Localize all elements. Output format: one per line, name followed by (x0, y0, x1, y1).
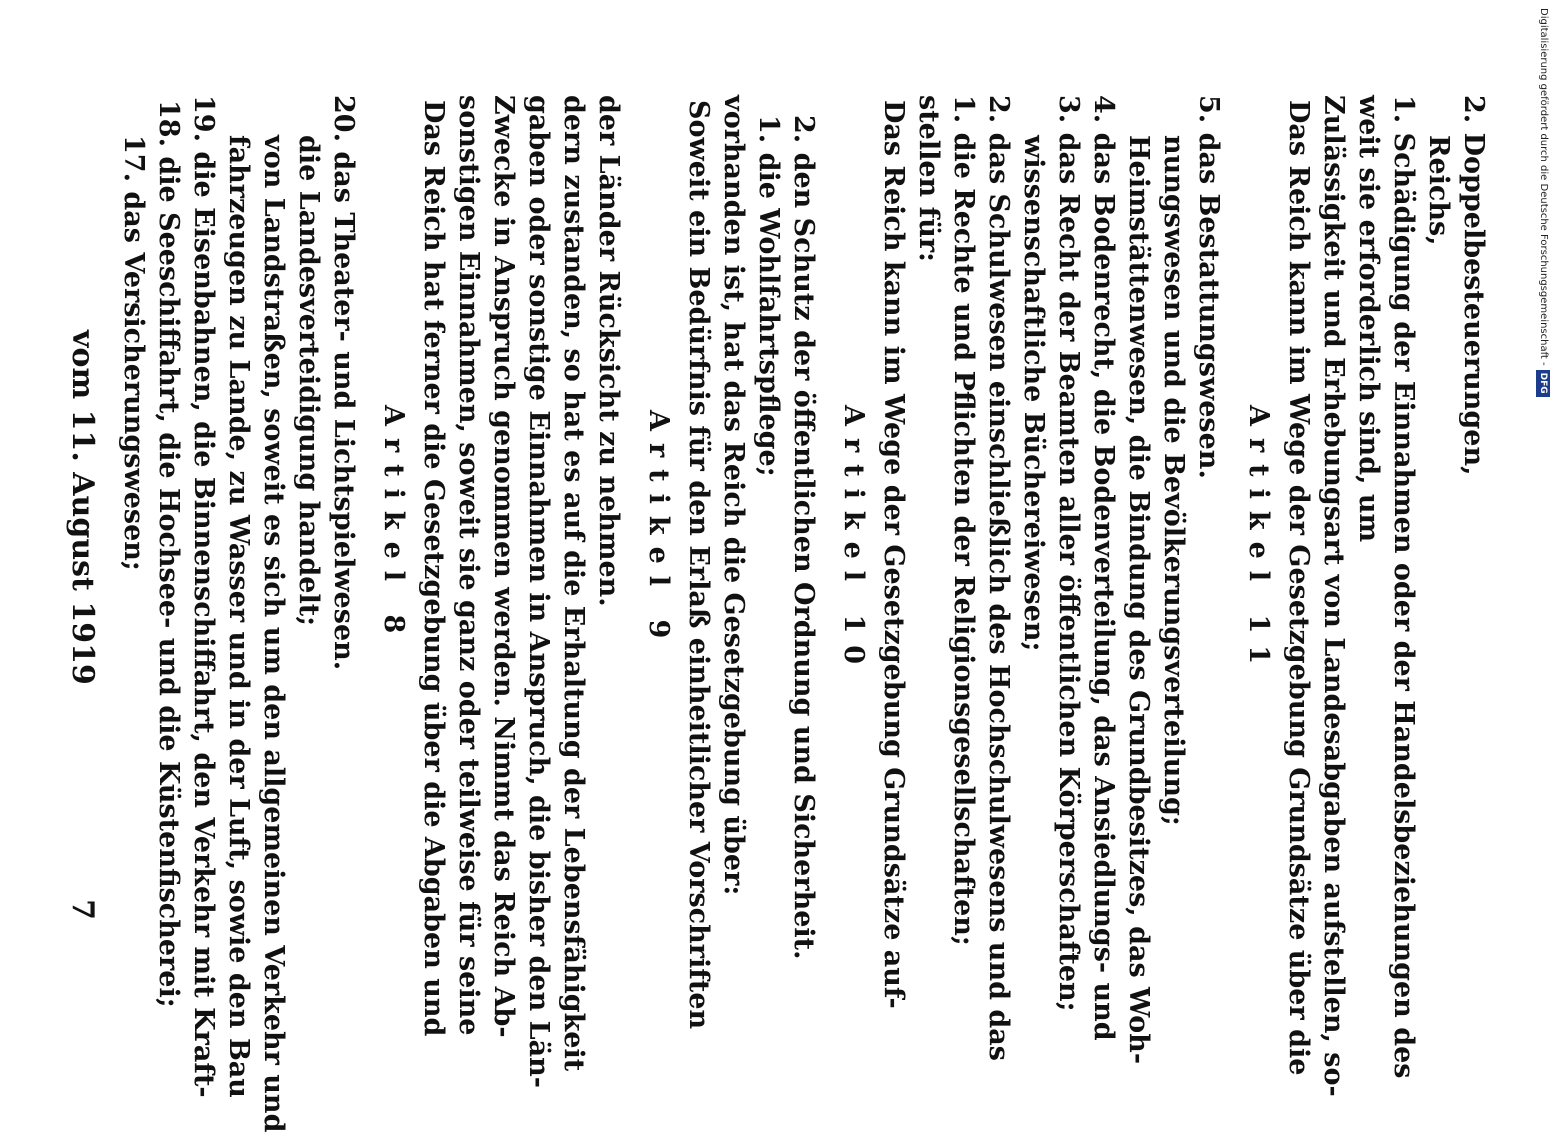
text-line: 5. das Bestattungswesen. (1193, 95, 1224, 479)
article-heading-11: Artikel 11 (1243, 405, 1274, 677)
page-header (50, 60, 100, 920)
text-line: weit sie erforderlich sind, um (1353, 95, 1384, 543)
digitization-credit (1533, 8, 1553, 998)
text-line: sonstigen Einnahmen, soweit sie ganz oder teilweise für seine (453, 95, 484, 1036)
text-line: Das Reich kann im Wege der Gesetzgebung Grundsätze auf- (878, 100, 909, 1009)
page-number: 7 (65, 899, 100, 920)
text-line: der Länder Rücksicht zu nehmen. (593, 95, 624, 607)
text-line: Das Reich hat ferner die Gesetzgebung über die Abgaben und (418, 100, 449, 1037)
text-line: 1. die Wohlfahrtspflege; (753, 115, 784, 477)
text-line: die Landesverteidigung handelt; (293, 135, 324, 627)
text-line: 19. die Eisenbahnen, die Binnenschiffahrt, den Verkehr mit Kraft- (188, 95, 219, 1098)
text-line: Heimstättenwesen, die Bindung des Grundbesitzes, das Woh- (1123, 135, 1154, 1065)
credit-text: Digitalisierung gefördert durch die Deutsche Forschungsgemeinschaft - (1538, 8, 1549, 366)
article-heading-9: Artikel 9 (643, 410, 674, 651)
text-line: Reichs, (1423, 135, 1454, 246)
text-line: stellen für: (913, 95, 944, 263)
text-line: 2. das Schulwesen einschließlich des Hochschulwesens und das (983, 95, 1014, 1061)
text-line: 20. das Theater- und Lichtspielwesen. (328, 95, 359, 671)
text-line: 2. den Schutz der öffentlichen Ordnung und Sicherheit. (788, 115, 819, 960)
text-line: 3. das Recht der Beamten aller öffentlichen Körperschaften; (1053, 95, 1084, 1012)
dfg-logo: DFG (1536, 370, 1550, 397)
article-heading-8: Artikel 8 (378, 405, 409, 646)
text-line: Soweit ein Bedürfnis für den Erlaß einheitlicher Vorschriften (683, 100, 714, 1030)
text-line: Zwecke in Anspruch genommen werden. Nimmt das Reich Ab- (488, 95, 519, 1038)
page-title: vom 11. August 1919 (65, 330, 100, 685)
text-line: 1. die Rechte und Pflichten der Religionsgesellschaften; (948, 95, 979, 946)
article-heading-10: Artikel 10 (838, 405, 869, 677)
text-line: 18. die Seeschiffahrt, die Hochsee- und die Küstenfischerei; (153, 100, 184, 1008)
text-line: fahrzeugen zu Lande, zu Wasser und in der Luft, sowie den Bau (223, 135, 254, 1098)
text-line: vorhanden ist, hat das Reich die Gesetzgebung über: (718, 95, 749, 896)
text-line: 17. das Versicherungswesen; (118, 135, 149, 571)
text-line: Das Reich kann im Wege der Gesetzgebung Grundsätze über die (1283, 100, 1314, 1076)
text-line: 4. das Bodenrecht, die Bodenverteilung, das Ansiedlungs- und (1088, 95, 1119, 1041)
text-line: 1. Schädigung der Einnahmen oder der Handelsbeziehungen des (1388, 95, 1419, 1079)
text-line: Zulässigkeit und Erhebungsart von Landesabgaben aufstellen, so- (1318, 95, 1349, 1097)
text-line: gaben oder sonstige Einnahmen in Anspruch, die bisher den Län- (523, 95, 554, 1088)
text-line: dern zustanden, so hat es auf die Erhaltung der Lebensfähigkeit (558, 95, 589, 1072)
text-line: wissenschaftliche Büchereiwesen; (1018, 135, 1049, 652)
text-line: nungswesen und die Bevölkerungsverteilung; (1158, 135, 1189, 826)
text-line: 2. Doppelbesteuerungen, (1458, 95, 1489, 476)
text-line: von Landstraßen, soweit es sich um den allgemeinen Verkehr und (258, 135, 289, 1132)
